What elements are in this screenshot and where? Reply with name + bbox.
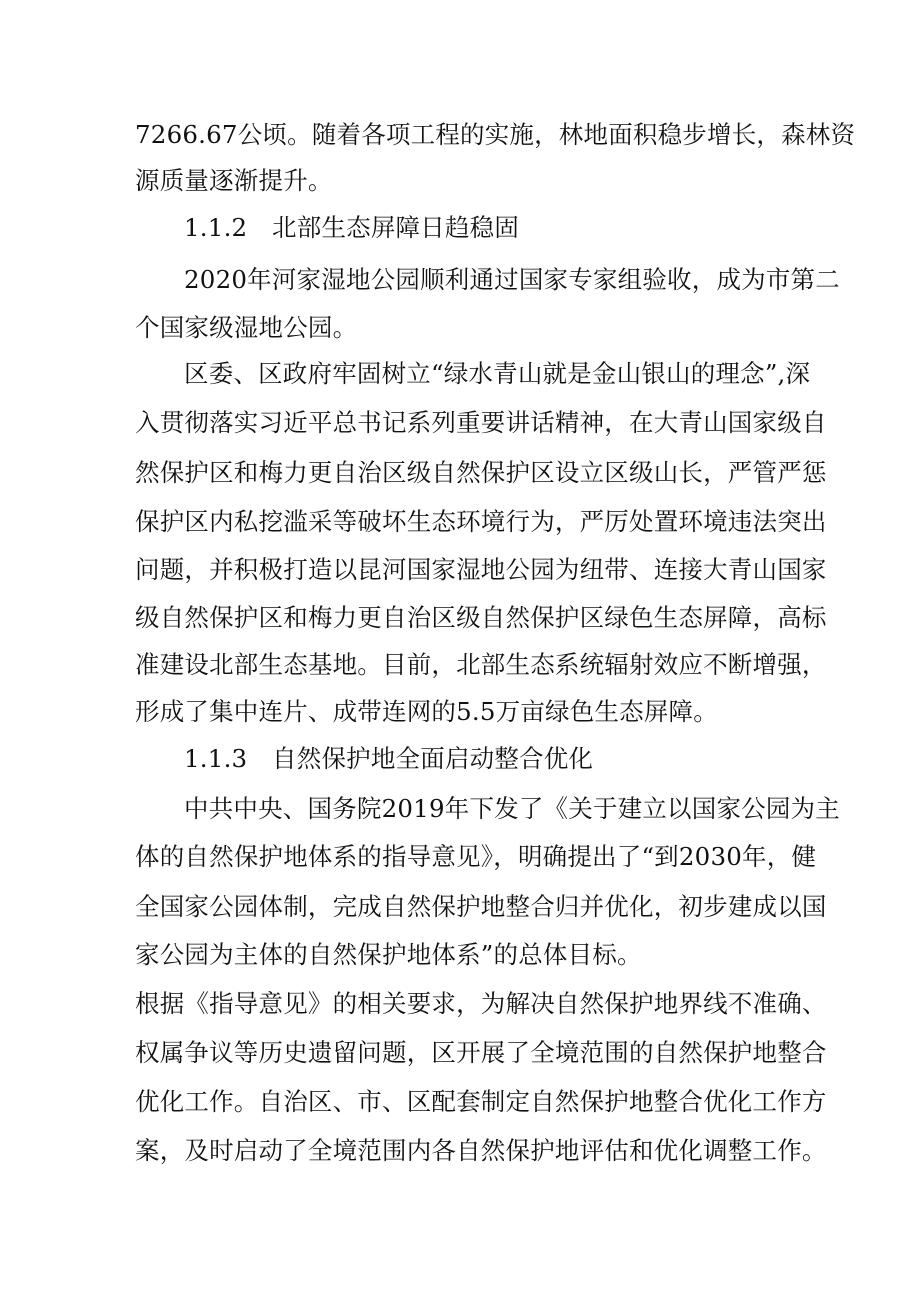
text-line: 2020年河家湿地公园顺利通过国家专家组验收，成为市第二 — [184, 265, 840, 294]
section-heading-1-1-2: 1.1.2 北部生态屏障日趋稳固 — [184, 213, 520, 242]
text-line: 体的自然保护地体系的指导意见》，明确提出了“到2030年，健 — [135, 842, 817, 871]
text-line: 级自然保护区和梅力更自治区级自然保护区绿色生态屏障，高标 — [135, 603, 827, 632]
text-line: 然保护区和梅力更自治区级自然保护区设立区级山长，严管严惩 — [135, 458, 827, 487]
text-line: 准建设北部生态基地。目前，北部生态系统辐射效应不断增强， — [135, 650, 827, 679]
text-line: 源质量逐渐提升。 — [135, 166, 333, 195]
text-line: 问题，并积极打造以昆河国家湿地公园为纽带、连接大青山国家 — [135, 555, 827, 584]
text-line: 中共中央、国务院2019年下发了《关于建立以国家公园为主 — [184, 794, 840, 823]
text-line: 形成了集中连片、成带连网的5.5万亩绿色生态屏障。 — [135, 697, 718, 726]
text-line: 优化工作。自治区、市、区配套制定自然保护地整合优化工作方 — [135, 1087, 827, 1116]
text-line: 入贯彻落实习近平总书记系列重要讲话精神，在大青山国家级自 — [135, 408, 827, 437]
text-line: 7266.67公顷。随着各项工程的实施，林地面积稳步增长，森林资 — [135, 120, 856, 149]
text-line: 全国家公园体制，完成自然保护地整合归并优化，初步建成以国 — [135, 892, 827, 921]
section-heading-1-1-3: 1.1.3 自然保护地全面启动整合优化 — [184, 744, 594, 773]
text-line: 区委、区政府牢固树立“绿水青山就是金山银山的理念”,深 — [184, 359, 811, 388]
text-line: 家公园为主体的自然保护地体系”的总体目标。 — [135, 940, 642, 969]
text-line: 保护区内私挖滥采等破坏生态环境行为，严厉处置环境违法突出 — [135, 507, 827, 536]
text-line: 案，及时启动了全境范围内各自然保护地评估和优化调整工作。 — [135, 1136, 827, 1165]
text-line: 个国家级湿地公园。 — [135, 313, 358, 342]
text-line: 权属争议等历史遗留问题，区开展了全境范围的自然保护地整合 — [135, 1038, 827, 1067]
text-line: 根据《指导意见》的相关要求，为解决自然保护地界线不准确、 — [135, 989, 827, 1018]
